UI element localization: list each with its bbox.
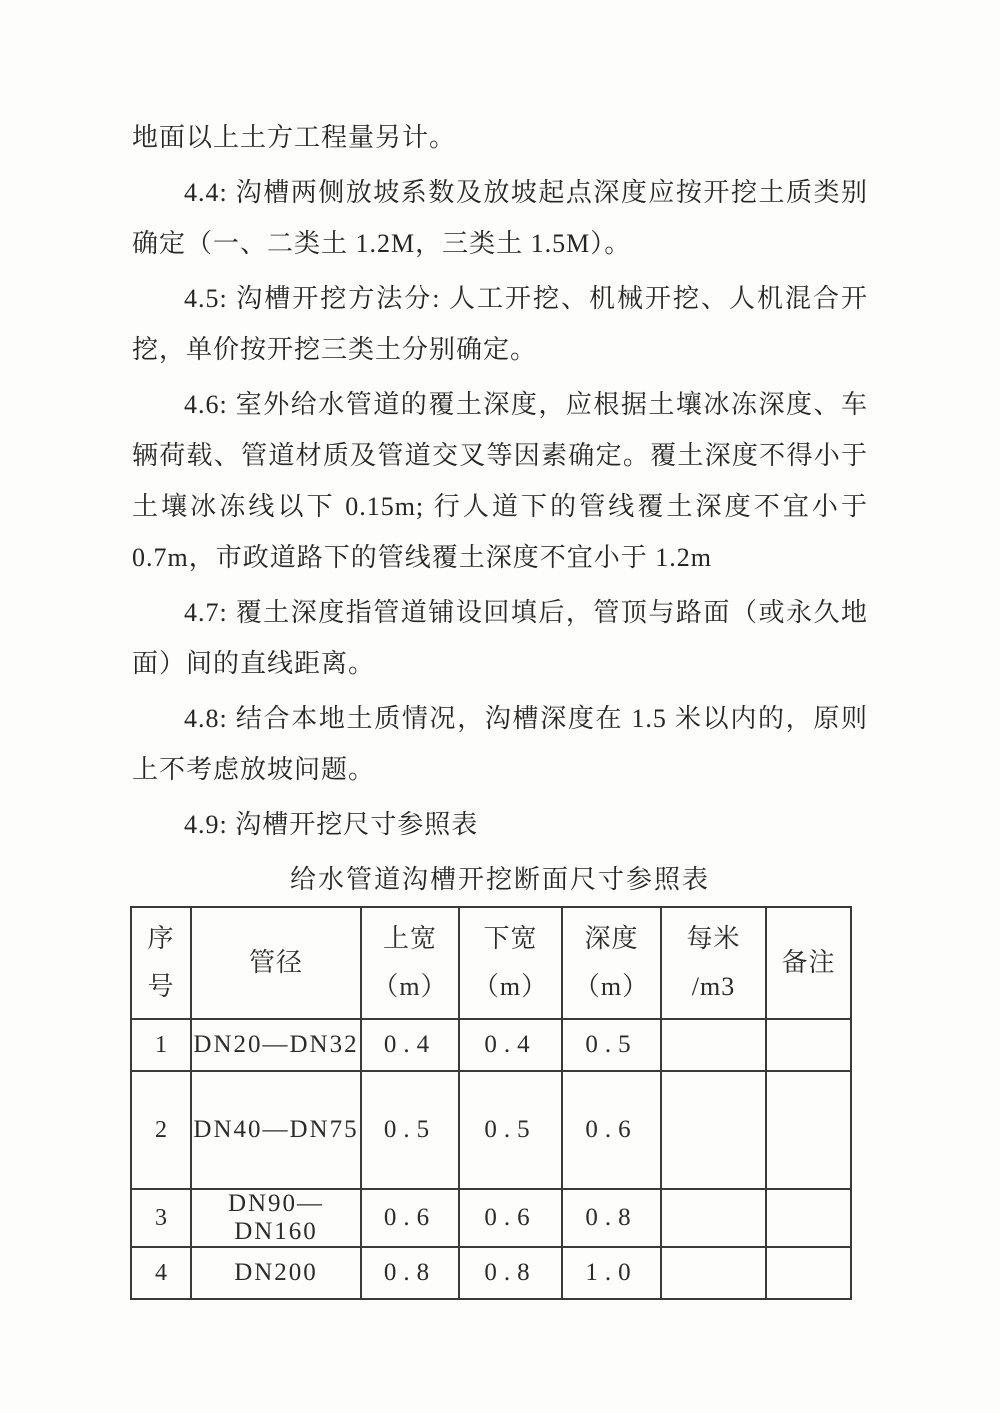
cell-per-meter xyxy=(661,1071,766,1189)
cell-bottom-width: 0.4 xyxy=(459,1019,562,1071)
trench-dimension-table xyxy=(130,906,852,1300)
header-seq-no xyxy=(131,907,191,1019)
table-row xyxy=(131,1189,851,1247)
table-title: 给水管道沟槽开挖断面尺寸参照表 xyxy=(289,865,710,894)
header-per-meter-line1: 每米 xyxy=(686,924,741,953)
header-per-meter xyxy=(661,907,766,1019)
header-bottom-width-line2: （m） xyxy=(472,972,549,1001)
table-row xyxy=(131,1071,851,1189)
cell-per-meter xyxy=(661,1189,766,1247)
body-text xyxy=(132,112,868,850)
cell-remarks xyxy=(766,1019,851,1071)
cell-remarks xyxy=(766,1071,851,1189)
paragraph-4-5: 4.5: 沟槽开挖方法分: 人工开挖、机械开挖、人机混合开挖，单价按开挖三类土分别确定。 xyxy=(132,284,868,364)
cell-remarks xyxy=(766,1247,851,1299)
cell-seq: 2 xyxy=(131,1071,191,1189)
paragraph-continuation: 地面以上土方工程量另计。 xyxy=(132,123,457,152)
cell-top-width: 0.4 xyxy=(361,1019,459,1071)
cell-pipe-diameter: DN40—DN75 xyxy=(191,1071,361,1189)
header-top-width-line2: （m） xyxy=(372,972,448,1001)
header-remarks-label: 备注 xyxy=(781,948,836,977)
header-per-meter-line2: /m3 xyxy=(691,972,736,1001)
paragraph-4-8: 4.8: 结合本地土质情况，沟槽深度在 1.5 米以内的，原则上不考虑放坡问题。 xyxy=(132,704,868,784)
cell-pipe-diameter: DN90—DN160 xyxy=(191,1189,361,1247)
table-header-row xyxy=(131,907,851,1019)
cell-top-width: 0.8 xyxy=(361,1247,459,1299)
header-pipe-diameter-label: 管径 xyxy=(248,948,303,977)
header-top-width xyxy=(361,907,459,1019)
table-row xyxy=(131,1019,851,1071)
paragraph-4-9: 4.9: 沟槽开挖尺寸参照表 xyxy=(184,810,479,839)
cell-top-width: 0.6 xyxy=(361,1189,459,1247)
header-depth-line2: （m） xyxy=(573,972,650,1001)
cell-top-width: 0.5 xyxy=(361,1071,459,1189)
cell-depth: 0.5 xyxy=(562,1019,661,1071)
header-remarks xyxy=(766,907,851,1019)
cell-seq: 4 xyxy=(131,1247,191,1299)
header-bottom-width-line1: 下宽 xyxy=(483,924,538,953)
table-row xyxy=(131,1247,851,1299)
header-depth xyxy=(562,907,661,1019)
header-seq-no-line1: 序 xyxy=(147,924,175,953)
cell-bottom-width: 0.6 xyxy=(459,1189,562,1247)
cell-depth: 1.0 xyxy=(562,1247,661,1299)
header-depth-line1: 深度 xyxy=(584,924,639,953)
cell-seq: 1 xyxy=(131,1019,191,1071)
cell-pipe-diameter: DN20—DN32 xyxy=(191,1019,361,1071)
cell-bottom-width: 0.5 xyxy=(459,1071,562,1189)
paragraph-4-7: 4.7: 覆土深度指管道铺设回填后，管顶与路面（或永久地面）间的直线距离。 xyxy=(132,598,868,678)
cell-seq: 3 xyxy=(131,1189,191,1247)
cell-depth: 0.6 xyxy=(562,1071,661,1189)
header-bottom-width xyxy=(459,907,562,1019)
cell-pipe-diameter: DN200 xyxy=(191,1247,361,1299)
paragraph-4-6: 4.6: 室外给水管道的覆土深度，应根据土壤冰冻深度、车辆荷载、管道材质及管道交叉等因素确定。覆土深度不得小于土壤冰冻线以下 0.15m; 行人道下的管线覆土深度不宜小于 0.7m，市政道路下的管线覆土深度不宜小于 1.2m xyxy=(132,390,868,572)
header-seq-no-line2: 号 xyxy=(147,972,175,1001)
cell-per-meter xyxy=(661,1247,766,1299)
cell-bottom-width: 0.8 xyxy=(459,1247,562,1299)
cell-depth: 0.8 xyxy=(562,1189,661,1247)
cell-remarks xyxy=(766,1189,851,1247)
paragraph-4-4: 4.4: 沟槽两侧放坡系数及放坡起点深度应按开挖土质类别确定（一、二类土 1.2M，三类土 1.5M）。 xyxy=(132,178,868,258)
cell-per-meter xyxy=(661,1019,766,1071)
header-pipe-diameter xyxy=(191,907,361,1019)
header-top-width-line1: 上宽 xyxy=(382,924,437,953)
